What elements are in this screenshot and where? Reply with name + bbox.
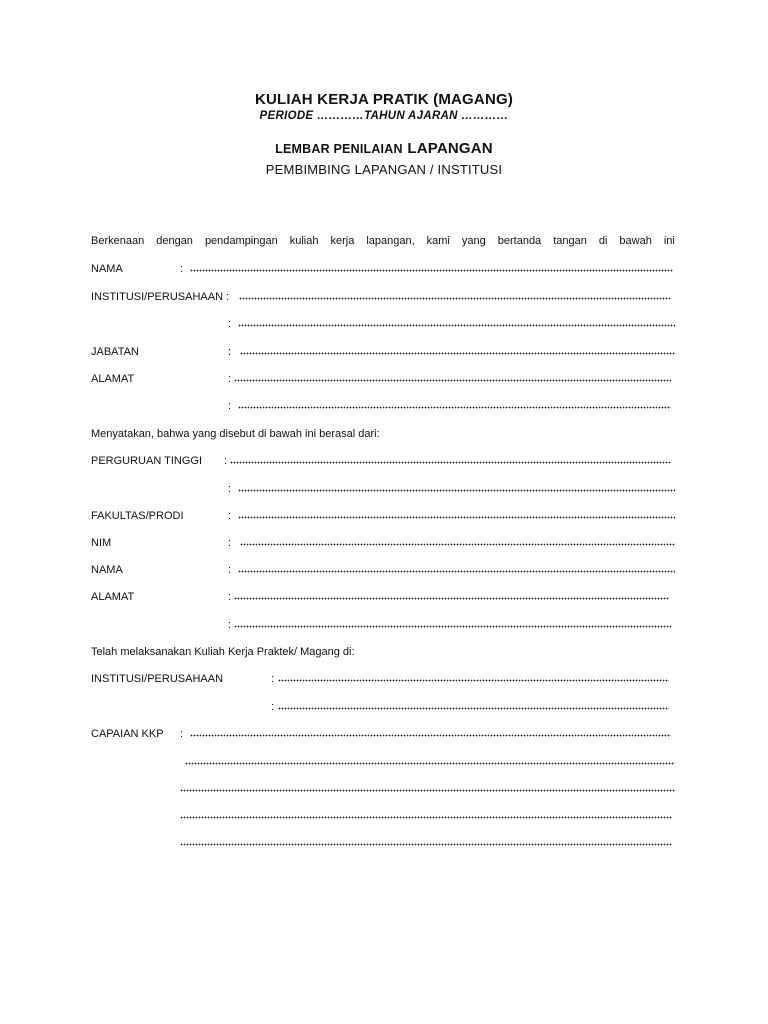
field-colon: : bbox=[228, 318, 232, 330]
fill-line-institusi-2[interactable] bbox=[238, 321, 675, 330]
field-colon: : bbox=[271, 701, 275, 713]
fill-line-capaian-4[interactable] bbox=[180, 813, 672, 822]
intro-word: di bbox=[598, 235, 608, 247]
fill-line-jabatan[interactable] bbox=[240, 349, 675, 358]
field-colon: : bbox=[228, 483, 232, 495]
sheet-title-big: LAPANGAN bbox=[407, 140, 493, 157]
fill-line-institusi-magang[interactable] bbox=[278, 676, 669, 685]
field-label-perguruan: PERGURUAN TINGGI bbox=[91, 455, 203, 467]
field-colon: : bbox=[224, 455, 228, 467]
field-colon: : bbox=[228, 346, 232, 358]
field-label-nama: NAMA bbox=[91, 263, 123, 275]
field-label-alamat-mahasiswa: ALAMAT bbox=[91, 591, 135, 603]
intro-word: ini bbox=[663, 235, 675, 247]
field-label-capaian: CAPAIAN KKP bbox=[91, 728, 164, 740]
field-colon: : bbox=[228, 537, 232, 549]
fill-line-nama-mahasiswa[interactable] bbox=[238, 567, 675, 576]
statement-text: Menyatakan, bahwa yang disebut di bawah ini berasal dari: bbox=[91, 428, 380, 440]
fill-line-perguruan-2[interactable] bbox=[238, 486, 675, 495]
field-label-institusi: INSTITUSI/PERUSAHAAN : bbox=[91, 291, 230, 303]
fill-line-alamat-mahasiswa[interactable] bbox=[234, 594, 669, 603]
period-line: PERIODE …………TAHUN AJARAN ………… bbox=[259, 110, 509, 122]
field-label-jabatan: JABATAN bbox=[91, 346, 139, 358]
intro-word: pendampingan bbox=[204, 235, 278, 247]
intro-word: bawah bbox=[619, 235, 652, 247]
fill-line-capaian[interactable] bbox=[190, 731, 671, 740]
fill-line-perguruan[interactable] bbox=[230, 458, 671, 467]
fill-line-capaian-3[interactable] bbox=[180, 786, 675, 795]
field-label-fakultas: FAKULTAS/PRODI bbox=[91, 510, 184, 522]
field-colon: : bbox=[228, 400, 232, 412]
intro-paragraph bbox=[91, 235, 675, 247]
fill-line-alamat[interactable] bbox=[234, 376, 671, 385]
intro-word: kerja bbox=[330, 235, 355, 247]
fill-line-institusi[interactable] bbox=[239, 294, 671, 303]
fill-line-nama[interactable] bbox=[190, 266, 673, 275]
fill-line-capaian-5[interactable] bbox=[180, 840, 672, 849]
fill-line-alamat-mahasiswa-2[interactable] bbox=[234, 622, 671, 631]
fill-line-alamat-2[interactable] bbox=[238, 403, 671, 412]
sheet-title-small: LEMBAR PENILAIAN bbox=[275, 142, 403, 156]
intro-word: dengan bbox=[156, 235, 193, 247]
executed-text: Telah melaksanakan Kuliah Kerja Praktek/ Magang di: bbox=[91, 646, 355, 658]
field-colon: : bbox=[228, 619, 232, 631]
field-colon: : bbox=[180, 263, 184, 275]
fill-line-nim[interactable] bbox=[240, 540, 675, 549]
intro-word: kuliah bbox=[289, 235, 319, 247]
field-label-alamat: ALAMAT bbox=[91, 373, 135, 385]
field-label-institusi-magang: INSTITUSI/PERUSAHAAN bbox=[91, 673, 224, 685]
field-colon: : bbox=[228, 564, 232, 576]
field-colon: : bbox=[228, 591, 232, 603]
intro-word: kami bbox=[426, 235, 450, 247]
field-colon: : bbox=[228, 510, 232, 522]
intro-word: lapangan, bbox=[366, 235, 415, 247]
intro-word: yang bbox=[461, 235, 486, 247]
field-colon: : bbox=[228, 373, 232, 385]
field-colon: : bbox=[271, 673, 275, 685]
form-title: KULIAH KERJA PRATIK (MAGANG) bbox=[254, 91, 514, 108]
fill-line-fakultas[interactable] bbox=[238, 513, 675, 522]
field-label-nim: NIM bbox=[91, 537, 112, 549]
field-label-nama-mahasiswa: NAMA bbox=[91, 564, 123, 576]
fill-line-capaian-2[interactable] bbox=[185, 759, 675, 768]
intro-word: Berkenaan bbox=[91, 235, 145, 247]
supervisor-subtitle: PEMBIMBING LAPANGAN / INSTITUSI bbox=[265, 162, 503, 177]
fill-line-institusi-magang-2[interactable] bbox=[278, 704, 669, 713]
field-colon: : bbox=[180, 728, 184, 740]
sheet-title bbox=[0, 140, 768, 158]
intro-word: tangan bbox=[553, 235, 587, 247]
intro-word: bertanda bbox=[497, 235, 542, 247]
